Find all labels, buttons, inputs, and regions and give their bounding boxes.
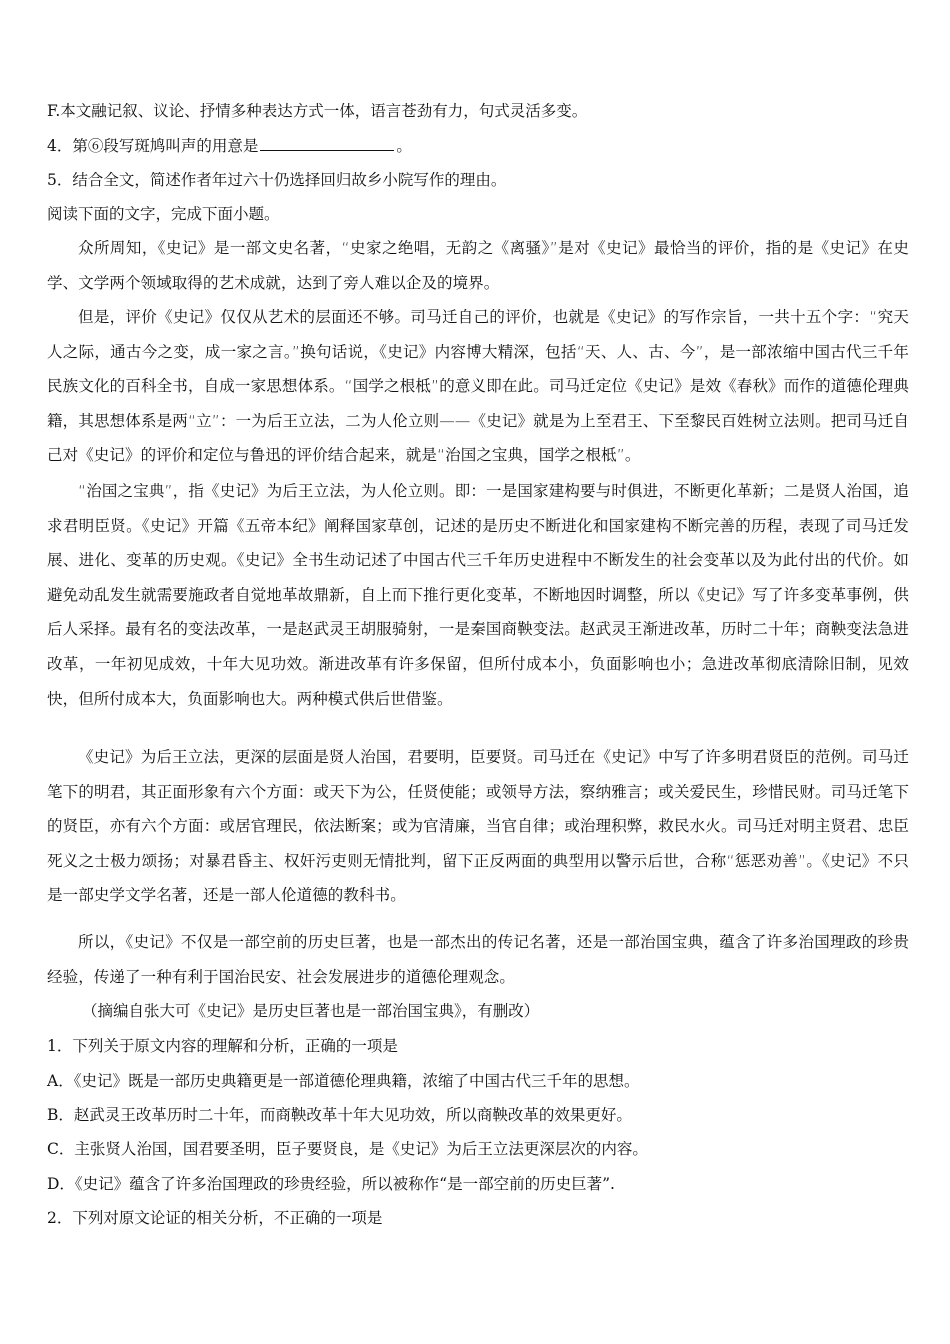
article-paragraph-3: “治国之宝典”，指《史记》为后王立法，为人伦立则。即：一是国家建构要与时俱进，不断更化革新；二是贤人治国，追求君明臣贤。《史记》开篇《五帝本纪》阐释国家草创，记述的是历史不断进化和国家建构不断完善的历程，表现了司马迁发展、进化、变革的历史观。《史记》全书生动记述了中国古代三千年历史进程中不断发生的社会变革以及为此付出的代价。如避免动乱发生就需要施政者自觉地革故鼎新，自上而下推行更化变革，不断地因时调整，所以《史记》写了许多变革事例，供后人采择。最有名的变法改革，一是赵武灵王胡服骑射，一是秦国商鞅变法。赵武灵王渐进改革，历时二十年；商鞅变法急进改革，一年初见成效，十年大见功效。渐进改革有许多保留，但所付成本小，负面影响也小；急进改革彻底清除旧制，见效快，但所付成本大，负面影响也大。两种模式供后世借鉴。: [47, 482, 909, 708]
question-1-option-c: C．主张贤人治国，国君要圣明，臣子要贤良，是《史记》为后王立法更深层次的内容。: [47, 1140, 648, 1158]
article-source: （摘编自张大可《史记》是历史巨著也是一部治国宝典》，有删改）: [82, 1002, 540, 1020]
question-1: 1．下列关于原文内容的理解和分析，正确的一项是: [47, 1037, 398, 1055]
answer-blank[interactable]: [260, 136, 394, 151]
question-4-end: 。: [396, 137, 412, 155]
article-paragraph-1: 众所周知，《史记》是一部文史名著，“史家之绝唱，无韵之《离骚》”是对《史记》最恰当的评价，指的是《史记》在史学、文学两个领域取得的艺术成就，达到了旁人难以企及的境界。: [47, 239, 909, 292]
question-4-text: 4．第⑥段写斑鸠叫声的用意是: [47, 137, 259, 155]
article-paragraph-2: 但是，评价《史记》仅仅从艺术的层面还不够。司马迁自己的评价，也就是《史记》的写作宗旨，一共十五个字：“究天人之际，通古今之变，成一家之言。”换句话说，《史记》内容博大精深，包括“天、人、古、今”，是一部浓缩中国古代三千年民族文化的百科全书，自成一家思想体系。“国学之根柢”的意义即在此。司马迁定位《史记》是效《春秋》而作的道德伦理典籍，其思想体系是两“立”：一为后王立法，二为人伦立则——《史记》就是为上至君王、下至黎民百姓树立法则。把司马迁自己对《史记》的评价和定位与鲁迅的评价结合起来，就是“治国之宝典，国学之根柢”。: [47, 308, 909, 465]
question-1-option-a: A．《史记》既是一部历史典籍更是一部道德伦理典籍，浓缩了中国古代三千年的思想。: [47, 1072, 640, 1090]
question-1-option-d: D．《史记》蕴含了许多治国理政的珍贵经验，所以被称作“是一部空前的历史巨著”.: [47, 1175, 615, 1193]
article-paragraph-5: 所以，《史记》不仅是一部空前的历史巨著，也是一部杰出的传记名著，还是一部治国宝典，蕴含了许多治国理政的珍贵经验，传递了一种有利于国治民安、社会发展进步的道德伦理观念。: [47, 933, 909, 986]
question-2: 2．下列对原文论证的相关分析，不正确的一项是: [47, 1209, 383, 1227]
reading-instruction: 阅读下面的文字，完成下面小题。: [47, 205, 280, 223]
option-f: F.本文融记叙、议论、抒情多种表达方式一体，语言苍劲有力，句式灵活多变。: [47, 102, 588, 120]
article-paragraph-4: 《史记》为后王立法，更深的层面是贤人治国，君要明，臣要贤。司马迁在《史记》中写了许多明君贤臣的范例。司马迁笔下的明君，其正面形象有六个方面：或天下为公，任贤使能；或领导方法，察纳雅言；或关爱民生，珍惜民财。司马迁笔下的贤臣，亦有六个方面：或居官理民，依法断案；或为官清廉，当官自律；或治理积弊，救民水火。司马迁对明主贤君、忠臣死义之士极力颂扬；对暴君昏主、权奸污吏则无情批判，留下正反两面的典型用以警示后世，合称“惩恶劝善”。《史记》不只是一部史学文学名著，还是一部人伦道德的教科书。: [47, 748, 909, 905]
question-1-option-b: B．赵武灵王改革历时二十年，而商鞅改革十年大见功效，所以商鞅改革的效果更好。: [47, 1106, 632, 1124]
question-4: [47, 136, 907, 156]
question-5: 5．结合全文，简述作者年过六十仍选择回归故乡小院写作的理由。: [47, 171, 507, 189]
